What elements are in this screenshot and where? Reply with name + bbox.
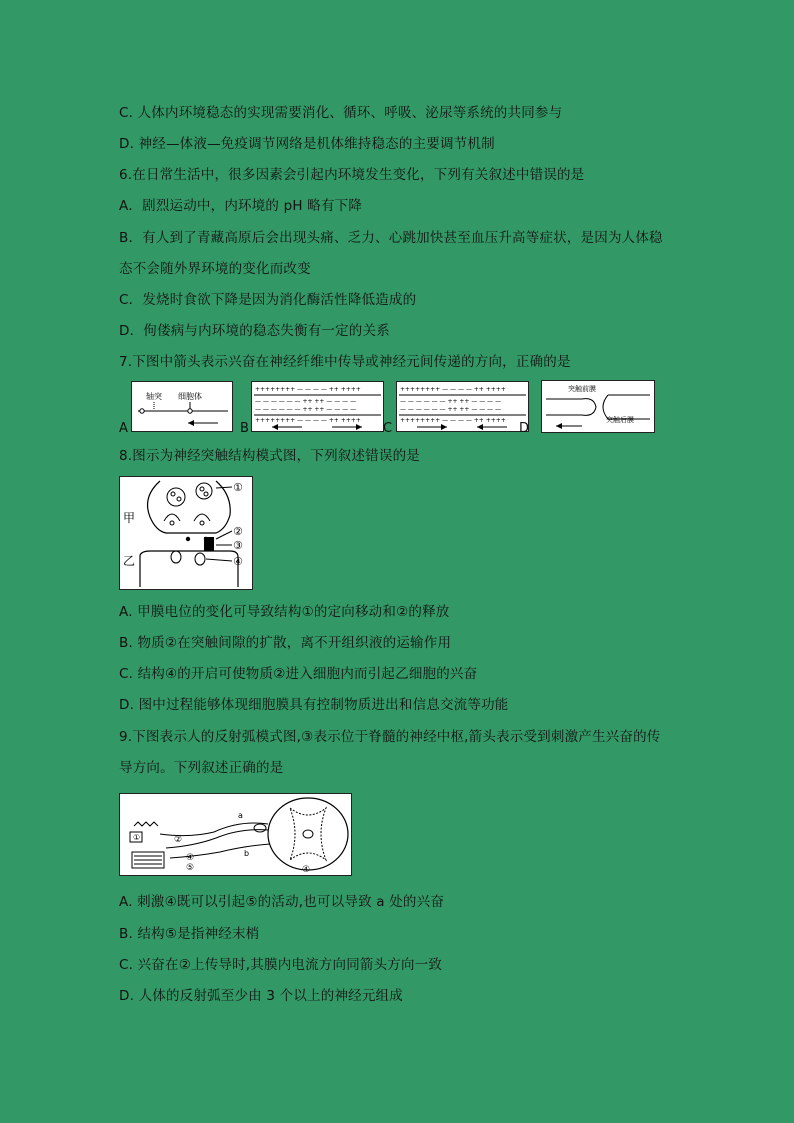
q6-option-b-line2: 态不会随外界环境的变化而改变 — [119, 261, 311, 277]
marker-1: ① — [233, 481, 243, 494]
marker-4: ④ — [233, 555, 243, 568]
q8-stem: 8.图示为神经突触结构模式图，下列叙述错误的是 — [119, 448, 420, 464]
charge-row-1: ++++++++ — — — — ++ ++++ — [400, 386, 506, 393]
cell-yi-label: 乙 — [123, 554, 136, 568]
q7-figure-a — [131, 381, 233, 432]
q6-option-d: D．佝偻病与内环境的稳态失衡有一定的关系 — [119, 323, 390, 339]
q8-option-c: C. 结构④的开启可使物质②进入细胞内而引起乙细胞的兴奋 — [119, 666, 478, 682]
q7-label-a: A — [119, 421, 128, 436]
reflex-arc-diagram — [120, 794, 351, 875]
charge-row-4: ++++++++ — — — — ++ ++++ — [400, 417, 506, 424]
presynaptic-label: 突触前膜 — [568, 385, 596, 393]
q6-option-a: A．剧烈运动中，内环境的 pH 略有下降 — [119, 198, 363, 214]
charge-row-3: — — — — — — ++ ++ — — — — — [400, 406, 502, 413]
q9-stem-line2: 导方向。下列叙述正确的是 — [119, 760, 284, 776]
cell-jia-label: 甲 — [123, 511, 136, 525]
q6-option-b-line1: B．有人到了青藏高原后会出现头痛、乏力、心跳加快甚至血压升高等症状，是因为人体稳 — [119, 230, 663, 246]
synapse-mini-diagram — [542, 381, 654, 432]
marker-2: ② — [233, 525, 243, 538]
q5-option-d: D. 神经—体液—免疫调节网络是机体维持稳态的主要调节机制 — [119, 136, 495, 152]
axon-label: 轴突 — [146, 392, 162, 401]
axon-diagram — [132, 382, 232, 431]
efferent-marker: ④ — [186, 853, 195, 863]
q9-option-d: D. 人体的反射弧至少由 3 个以上的神经元组成 — [119, 988, 403, 1004]
afferent-marker: ② — [174, 835, 183, 845]
effector-marker: ⑤ — [186, 863, 195, 873]
q5-option-c: C. 人体内环境稳态的实现需要消化、循环、呼吸、泌尿等系统的共同参与 — [119, 105, 563, 121]
receptor-marker: ① — [133, 833, 141, 842]
charge-row-4: ++++++++ — — — — ++ ++++ — [255, 417, 361, 424]
q6-stem: 6.在日常生活中，很多因素会引起内环境发生变化，下列有关叙述中错误的是 — [119, 167, 585, 183]
point-a-label: a — [238, 811, 243, 820]
q7-stem: 7.下图中箭头表示兴奋在神经纤维中传导或神经元间传递的方向，正确的是 — [119, 354, 571, 370]
charge-row-2: — — — — — — ++ ++ — — — — — [400, 398, 502, 405]
postsynaptic-label: 突触后膜 — [606, 416, 634, 424]
q8-option-d: D. 图中过程能够体现细胞膜具有控制物质进出和信息交流等功能 — [119, 697, 509, 713]
q7-figure-b — [251, 381, 384, 432]
q9-reflex-arc-figure — [119, 793, 352, 876]
charge-row-3: — — — — — — ++ ++ — — — — — [255, 406, 357, 413]
charge-row-1: ++++++++ — — — — ++ ++++ — [255, 386, 361, 393]
q7-figure-d — [541, 380, 655, 433]
marker-3: ③ — [233, 539, 243, 552]
q9-option-a: A. 刺激④既可以引起⑤的活动,也可以导致 a 处的兴奋 — [119, 894, 445, 910]
charge-row-2: — — — — — — ++ ++ — — — — — [255, 398, 357, 405]
q7-label-b: B — [240, 421, 249, 436]
fiber-diagram-b — [252, 382, 383, 431]
q8-option-b: B. 物质②在突触间隙的扩散，离不开组织液的运输作用 — [119, 635, 452, 651]
q6-option-c: C．发烧时食欲下降是因为消化酶活性降低造成的 — [119, 292, 417, 308]
q8-option-a: A. 甲膜电位的变化可导致结构①的定向移动和②的释放 — [119, 604, 450, 620]
q9-option-b: B. 结构⑤是指神经末梢 — [119, 926, 260, 942]
soma-label: 细胞体 — [178, 392, 202, 401]
q7-label-d: D — [519, 421, 530, 436]
fiber-diagram-c — [397, 382, 528, 431]
bottom-marker: ④ — [302, 865, 311, 875]
point-b-label: b — [244, 849, 250, 858]
synapse-diagram — [120, 477, 252, 589]
q8-synapse-figure — [119, 476, 253, 590]
q9-option-c: C. 兴奋在②上传导时,其膜内电流方向同箭头方向一致 — [119, 957, 443, 973]
q9-stem-line1: 9.下图表示人的反射弧模式图,③表示位于脊髓的神经中枢,箭头表示受到刺激产生兴奋的传 — [119, 729, 661, 745]
q7-figure-c — [396, 381, 529, 432]
q7-label-c: C — [383, 421, 393, 436]
